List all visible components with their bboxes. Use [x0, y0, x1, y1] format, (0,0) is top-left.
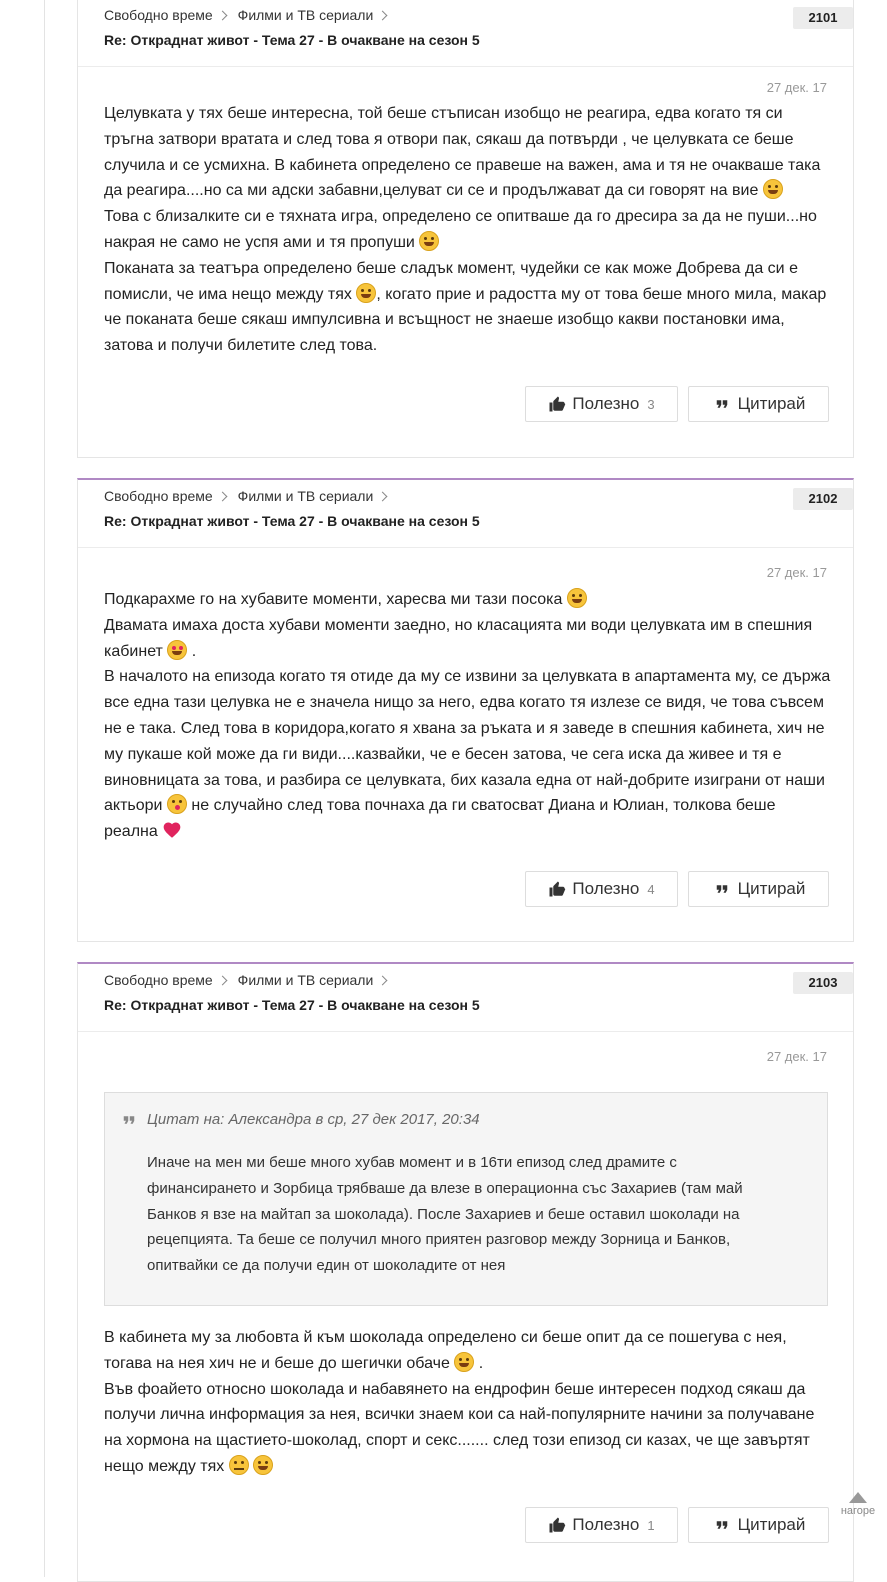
quote-header[interactable]: Цитат на: Александра в ср, 27 дек 2017, 20:34 [147, 1111, 480, 1128]
breadcrumb [104, 972, 398, 988]
quote-button[interactable] [688, 386, 829, 422]
post-text-segment: не случайно след това почнаха да ги сватосват Диана и Юлиан, толкова беше реална [104, 797, 776, 841]
thread-title[interactable]: Re: Откраднат живот - Тема 27 - В очакване на сезон 5 [104, 32, 480, 48]
useful-count: 4 [647, 881, 655, 897]
useful-label: Полезно [572, 394, 640, 413]
useful-button[interactable] [525, 386, 678, 422]
heart-eyes-emoji-icon [167, 640, 187, 660]
arrow-up-icon [849, 1492, 867, 1503]
breadcrumb-item[interactable]: Филми и ТВ сериали [237, 972, 374, 988]
post-body [104, 1325, 832, 1480]
post-header [78, 0, 853, 67]
breadcrumb-item[interactable]: Свободно време [104, 488, 213, 504]
kiss-emoji-icon [167, 794, 187, 814]
quote-button[interactable] [688, 871, 829, 907]
post-text-segment: , когато прие и радостта му от това беше много мила, макар че поканата беше сякаш импулсивна и всъщност не знаеше изобщо какви постановки има, затова и получи билетите след това. [104, 285, 827, 355]
chevron-right-icon [378, 10, 388, 20]
post-number-badge[interactable]: 2102 [793, 488, 853, 510]
quote-icon [712, 1516, 732, 1534]
post-number-badge[interactable]: 2101 [793, 7, 853, 29]
post-body [104, 587, 832, 845]
useful-label: Полезно [572, 879, 640, 898]
grinning-emoji-icon [419, 231, 439, 251]
quote-icon [119, 1111, 139, 1129]
chevron-right-icon [217, 491, 227, 501]
post-text-segment: Във фоайето относно шоколада и набавянето на ендрофин беше интересен подход сякаш да получи лична информация за нея, всички знаем кои са най-популярните начини за получаване на хормона на щастието-шоколад, спорт и секс....... след този епизод си казах, че ще завъртят нещо между тях [104, 1380, 815, 1475]
thumbs-up-icon [548, 395, 566, 413]
useful-label: Полезно [572, 1515, 640, 1534]
forum-post [77, 962, 854, 1582]
post-body [104, 101, 832, 359]
chevron-right-icon [217, 10, 227, 20]
chevron-right-icon [378, 491, 388, 501]
quote-icon [712, 880, 732, 898]
grinning-emoji-icon [763, 179, 783, 199]
breadcrumb-item[interactable]: Филми и ТВ сериали [237, 488, 374, 504]
forum-post [77, 478, 854, 942]
post-date: 27 дек. 17 [766, 565, 827, 580]
post-number-badge[interactable]: 2103 [793, 972, 853, 994]
post-text-segment: . [191, 642, 197, 660]
grinning-emoji-icon [356, 283, 376, 303]
quote-label: Цитирай [737, 1515, 806, 1534]
grinning-emoji-icon [253, 1455, 273, 1475]
post-text-segment: Целувката у тях беше интересна, той беше стъписан изобщо не реагира, едва когато тя си тръгна затвори вратата и след това я отвори пак, сякаш да потвърди , че целувката се беше случила и се усмихна. В кабинета определено се правеше на важен, ама и тя не очакваше така да реагира....но са ми адски забавни,целуват си се и продължават да си говорят на вие [104, 105, 821, 200]
post-header [78, 964, 853, 1032]
chevron-right-icon [217, 975, 227, 985]
quote-icon [712, 395, 732, 413]
smirk-emoji-icon [229, 1455, 249, 1475]
forum-post [77, 0, 854, 458]
quote-label: Цитирай [737, 394, 806, 413]
post-date: 27 дек. 17 [766, 80, 827, 95]
quote-body: Иначе на мен ми беше много хубав момент и в 16ти епизод след драмите с финансирането и Зорбица трябваше да влезе в операционна със Захариев (там май Банков я взе на майтап за шоколада). После Захариев и беше оставил шоколади на рецепцията. Та беше се получил много приятен разговор между Зорница и Банков, опитвайки се да получи един от шоколадите от нея [147, 1154, 743, 1275]
post-text-segment: В кабинета му за любовта й към шоколада определено си беше опит да се пошегува с нея, тогава на нея хич не и беше до шегички обаче [104, 1329, 787, 1372]
quote-button[interactable] [688, 1507, 829, 1543]
useful-count: 3 [647, 396, 655, 412]
quoted-message [104, 1092, 828, 1306]
thumbs-up-icon [548, 880, 566, 898]
post-text-segment: Подкарахме го на хубавите моменти, харесва ми тази посока [104, 591, 563, 608]
post-text-segment: В началото на епизода когато тя отиде да му се извини за целувката в апартамента му, се държа все една тази целувка не е значела нищо за него, едва когато тя излезе се видя, че това съвсем не е така. След това в коридора,когато я хвана за ръката и я заведе в спешния кабинета, хич не му пукаше кой може да ги види....казвайки, че е бесен затова, че сега иска да живее и тя е виновницата за това, и разбира се целувката, бих казала една от най-добрите изиграни от наши актьори [104, 668, 831, 815]
post-text-segment: . [478, 1354, 484, 1372]
grinning-emoji-icon [454, 1352, 474, 1372]
useful-button[interactable] [525, 871, 678, 907]
back-to-top-button[interactable] [836, 1492, 880, 1517]
breadcrumb [104, 488, 398, 504]
thread-title[interactable]: Re: Откраднат живот - Тема 27 - В очакване на сезон 5 [104, 513, 480, 529]
breadcrumb-item[interactable]: Свободно време [104, 972, 213, 988]
back-to-top-label: нагоре [840, 1505, 876, 1517]
post-text-segment: Двамата имаха доста хубави моменти заедно, но класацията ми води целувката им в спешния кабинет [104, 616, 813, 660]
post-text-segment: Това с близалките си е тяхната игра, определено се опитваше да го дресира за да не пуши...но накрая не само не успя ами и тя пропуши [104, 208, 817, 251]
breadcrumb [104, 7, 398, 23]
quote-label: Цитирай [737, 879, 806, 898]
breadcrumb-item[interactable]: Филми и ТВ сериали [237, 7, 374, 23]
useful-count: 1 [647, 1517, 655, 1533]
chevron-right-icon [378, 975, 388, 985]
thread-title[interactable]: Re: Откраднат живот - Тема 27 - В очакване на сезон 5 [104, 997, 480, 1013]
post-date: 27 дек. 17 [766, 1049, 827, 1064]
thumbs-up-icon [548, 1516, 566, 1534]
breadcrumb-item[interactable]: Свободно време [104, 7, 213, 23]
useful-button[interactable] [525, 1507, 678, 1543]
post-header [78, 480, 853, 548]
page-left-border [44, 0, 45, 1577]
grinning-emoji-icon [567, 588, 587, 608]
post-text-segment: Поканата за театъра определено беше сладък момент, чудейки се как може Добрева да си е помисли, че има нещо между тях [104, 259, 798, 303]
heart-icon [162, 820, 182, 840]
